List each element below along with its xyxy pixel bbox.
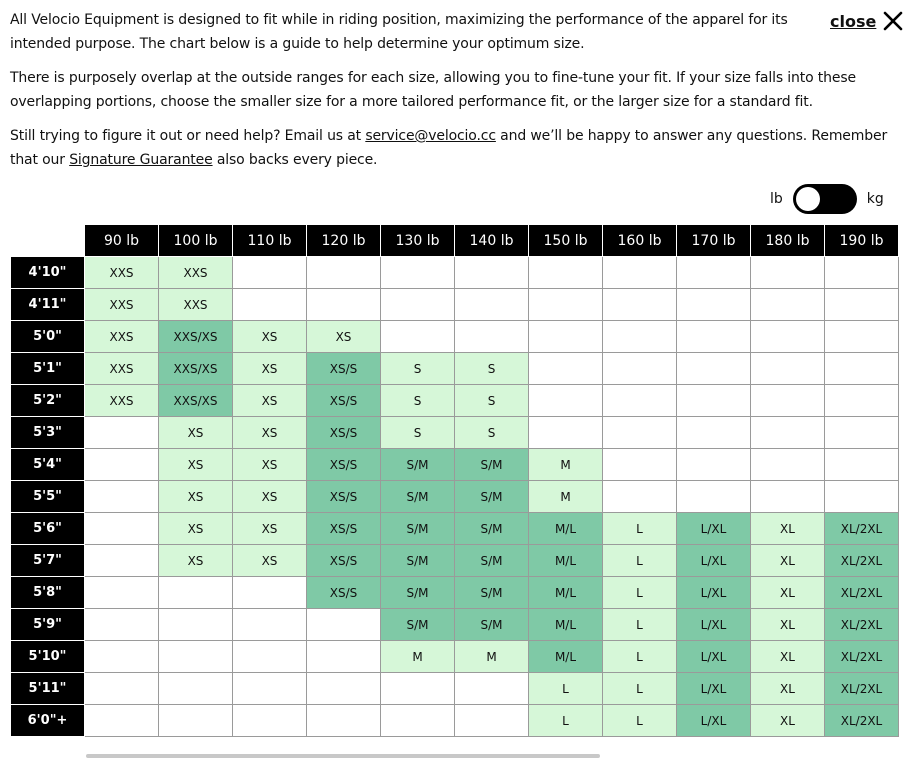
weight-header: 130 lb xyxy=(381,225,455,257)
size-cell xyxy=(381,257,455,289)
size-cell xyxy=(529,289,603,321)
size-cell: M/L xyxy=(529,641,603,673)
height-header: 5'11" xyxy=(11,673,85,705)
size-cell: XS xyxy=(233,321,307,353)
size-cell: S xyxy=(455,417,529,449)
size-cell xyxy=(751,257,825,289)
size-cell xyxy=(677,385,751,417)
toggle-knob xyxy=(796,187,820,211)
table-corner xyxy=(11,225,85,257)
height-header: 4'10" xyxy=(11,257,85,289)
size-cell xyxy=(307,609,381,641)
horizontal-scrollbar[interactable] xyxy=(86,754,600,758)
size-cell xyxy=(603,481,677,513)
size-cell xyxy=(751,321,825,353)
size-cell xyxy=(825,417,899,449)
table-row xyxy=(11,257,899,289)
size-cell: S/M xyxy=(455,545,529,577)
weight-header: 160 lb xyxy=(603,225,677,257)
height-header: 4'11" xyxy=(11,289,85,321)
size-cell xyxy=(751,353,825,385)
size-cell xyxy=(677,449,751,481)
size-cell: M xyxy=(381,641,455,673)
size-cell: L/XL xyxy=(677,577,751,609)
size-cell xyxy=(603,321,677,353)
size-cell: L/XL xyxy=(677,641,751,673)
size-cell xyxy=(529,417,603,449)
size-cell: M xyxy=(529,481,603,513)
size-cell: XL xyxy=(751,641,825,673)
size-cell: XS xyxy=(233,513,307,545)
size-cell: XS xyxy=(233,385,307,417)
size-cell: L xyxy=(603,641,677,673)
table-row xyxy=(11,609,899,641)
size-cell: XS xyxy=(307,321,381,353)
size-guide-intro xyxy=(10,8,905,182)
size-cell: M xyxy=(529,449,603,481)
size-cell xyxy=(159,641,233,673)
size-cell xyxy=(307,705,381,737)
size-cell: L xyxy=(603,609,677,641)
table-row xyxy=(11,513,899,545)
size-cell xyxy=(307,289,381,321)
size-cell: XXS xyxy=(85,321,159,353)
size-cell: XXS xyxy=(159,257,233,289)
size-cell: S/M xyxy=(381,481,455,513)
size-cell: L/XL xyxy=(677,705,751,737)
size-cell: S/M xyxy=(455,449,529,481)
size-cell xyxy=(85,577,159,609)
weight-header: 110 lb xyxy=(233,225,307,257)
size-cell xyxy=(233,609,307,641)
size-cell xyxy=(159,705,233,737)
size-cell: XS xyxy=(233,481,307,513)
size-cell: XXS/XS xyxy=(159,353,233,385)
size-cell xyxy=(751,385,825,417)
size-cell xyxy=(85,481,159,513)
table-row xyxy=(11,353,899,385)
size-cell: S/M xyxy=(455,609,529,641)
size-cell xyxy=(233,289,307,321)
size-cell xyxy=(677,481,751,513)
size-cell xyxy=(307,673,381,705)
size-cell: S xyxy=(381,417,455,449)
weight-header-row xyxy=(11,225,899,257)
size-cell: XL/2XL xyxy=(825,673,899,705)
size-cell xyxy=(85,513,159,545)
table-row xyxy=(11,641,899,673)
size-cell xyxy=(85,545,159,577)
table-row xyxy=(11,545,899,577)
size-cell xyxy=(159,609,233,641)
height-header: 5'3" xyxy=(11,417,85,449)
help-text-middle: and we’ll be happy to answer any questions. Remember that our xyxy=(10,128,888,168)
size-cell xyxy=(603,257,677,289)
size-cell: XL/2XL xyxy=(825,545,899,577)
size-cell xyxy=(85,449,159,481)
size-cell xyxy=(381,705,455,737)
table-row xyxy=(11,577,899,609)
size-cell xyxy=(455,289,529,321)
size-cell xyxy=(85,705,159,737)
size-cell: L xyxy=(603,705,677,737)
weight-header: 100 lb xyxy=(159,225,233,257)
table-row xyxy=(11,289,899,321)
size-cell: S xyxy=(455,353,529,385)
height-header: 5'2" xyxy=(11,385,85,417)
size-cell xyxy=(85,673,159,705)
size-cell: M/L xyxy=(529,609,603,641)
weight-header: 190 lb xyxy=(825,225,899,257)
size-cell xyxy=(85,641,159,673)
table-row xyxy=(11,417,899,449)
height-header: 5'0" xyxy=(11,321,85,353)
table-row xyxy=(11,705,899,737)
size-cell: XL xyxy=(751,513,825,545)
size-cell xyxy=(677,353,751,385)
size-cell xyxy=(677,321,751,353)
size-cell xyxy=(825,481,899,513)
size-cell: XXS xyxy=(85,385,159,417)
size-cell: S xyxy=(381,385,455,417)
size-cell: XS xyxy=(233,449,307,481)
size-cell: XS/S xyxy=(307,449,381,481)
size-cell xyxy=(529,321,603,353)
size-cell: XL xyxy=(751,545,825,577)
size-cell: XS/S xyxy=(307,481,381,513)
weight-header: 120 lb xyxy=(307,225,381,257)
size-cell xyxy=(825,449,899,481)
size-cell: S/M xyxy=(381,449,455,481)
size-cell xyxy=(751,481,825,513)
size-cell: XS/S xyxy=(307,353,381,385)
size-cell: L/XL xyxy=(677,609,751,641)
size-cell xyxy=(825,289,899,321)
size-cell: XL xyxy=(751,577,825,609)
weight-header: 180 lb xyxy=(751,225,825,257)
size-cell xyxy=(85,609,159,641)
size-cell: XXS xyxy=(85,257,159,289)
size-cell: S xyxy=(381,353,455,385)
weight-header: 170 lb xyxy=(677,225,751,257)
table-row xyxy=(11,481,899,513)
table-row xyxy=(11,321,899,353)
size-cell xyxy=(603,289,677,321)
size-cell: XS xyxy=(159,449,233,481)
size-cell: XS/S xyxy=(307,577,381,609)
size-cell xyxy=(529,257,603,289)
signature-guarantee-link[interactable]: Signature Guarantee xyxy=(69,152,213,168)
size-cell xyxy=(381,289,455,321)
size-cell xyxy=(307,641,381,673)
size-cell: S xyxy=(455,385,529,417)
size-cell xyxy=(159,673,233,705)
size-cell: XS xyxy=(159,417,233,449)
size-cell: XS xyxy=(233,545,307,577)
size-cell: XS xyxy=(233,353,307,385)
size-cell xyxy=(233,257,307,289)
intro-paragraph-overlap: There is purposely overlap at the outside ranges for each size, allowing you to fine-tune your fit. If your size falls into these overlapping portions, choose the smaller size for a more tailored performance fit, or the larger size for a standard fit. xyxy=(10,70,856,110)
help-text-start: Still trying to figure it out or need help? Email us at xyxy=(10,128,366,144)
height-header: 5'10" xyxy=(11,641,85,673)
size-cell xyxy=(233,673,307,705)
size-cell: XS/S xyxy=(307,545,381,577)
size-cell xyxy=(455,257,529,289)
size-cell: XL xyxy=(751,673,825,705)
size-cell: L xyxy=(603,545,677,577)
size-cell xyxy=(529,385,603,417)
height-header: 5'8" xyxy=(11,577,85,609)
unit-label-kg: kg xyxy=(866,191,884,207)
size-cell: L xyxy=(603,577,677,609)
size-cell xyxy=(381,673,455,705)
size-cell: M/L xyxy=(529,513,603,545)
size-cell: XXS xyxy=(85,353,159,385)
size-cell: XL/2XL xyxy=(825,609,899,641)
size-cell: L xyxy=(603,513,677,545)
size-cell: M/L xyxy=(529,545,603,577)
size-cell: S/M xyxy=(455,481,529,513)
height-header: 5'7" xyxy=(11,545,85,577)
unit-label-lb: lb xyxy=(770,191,783,207)
size-cell xyxy=(307,257,381,289)
close-label: close xyxy=(830,11,877,31)
size-chart-body xyxy=(11,257,899,737)
size-cell xyxy=(159,577,233,609)
close-icon xyxy=(882,10,904,32)
height-header: 5'5" xyxy=(11,481,85,513)
table-row xyxy=(11,449,899,481)
help-text-end: also backs every piece. xyxy=(212,152,378,168)
height-header: 5'9" xyxy=(11,609,85,641)
table-row xyxy=(11,673,899,705)
size-cell: XS/S xyxy=(307,417,381,449)
size-cell: S/M xyxy=(381,513,455,545)
size-cell: XL/2XL xyxy=(825,513,899,545)
size-cell xyxy=(233,641,307,673)
unit-switch xyxy=(770,182,884,216)
weight-header: 90 lb xyxy=(85,225,159,257)
size-cell: L xyxy=(603,673,677,705)
size-cell: L/XL xyxy=(677,673,751,705)
size-cell: XXS xyxy=(85,289,159,321)
weight-header: 150 lb xyxy=(529,225,603,257)
size-cell xyxy=(825,353,899,385)
height-header: 5'4" xyxy=(11,449,85,481)
height-header: 5'6" xyxy=(11,513,85,545)
size-cell xyxy=(751,449,825,481)
size-cell: XS/S xyxy=(307,513,381,545)
size-cell xyxy=(381,321,455,353)
size-cell: XXS/XS xyxy=(159,321,233,353)
size-cell: M/L xyxy=(529,577,603,609)
size-cell xyxy=(677,417,751,449)
size-cell: XL/2XL xyxy=(825,577,899,609)
height-header: 5'1" xyxy=(11,353,85,385)
size-cell: L xyxy=(529,673,603,705)
size-cell: S/M xyxy=(381,609,455,641)
size-cell xyxy=(677,289,751,321)
size-cell: L/XL xyxy=(677,545,751,577)
intro-paragraph-help xyxy=(10,124,905,172)
height-header: 6'0"+ xyxy=(11,705,85,737)
size-cell: XL xyxy=(751,609,825,641)
size-cell: XXS xyxy=(159,289,233,321)
size-cell: XL xyxy=(751,705,825,737)
support-email-link[interactable]: service@velocio.cc xyxy=(365,128,496,144)
size-cell: S/M xyxy=(381,577,455,609)
unit-toggle[interactable] xyxy=(793,184,857,214)
size-cell: M xyxy=(455,641,529,673)
size-cell xyxy=(751,417,825,449)
weight-header: 140 lb xyxy=(455,225,529,257)
size-cell: XL/2XL xyxy=(825,705,899,737)
size-cell: S/M xyxy=(455,577,529,609)
size-cell: XXS/XS xyxy=(159,385,233,417)
size-cell xyxy=(677,257,751,289)
size-cell: XS xyxy=(159,513,233,545)
size-cell xyxy=(455,673,529,705)
size-cell xyxy=(603,353,677,385)
size-cell xyxy=(455,705,529,737)
size-cell: XS/S xyxy=(307,385,381,417)
size-cell xyxy=(825,321,899,353)
size-cell xyxy=(233,705,307,737)
intro-paragraph-fit: All Velocio Equipment is designed to fit while in riding position, maximizing the performance of the apparel for its intended purpose. The chart below is a guide to help determine your optimum size. xyxy=(10,12,788,52)
size-cell xyxy=(603,449,677,481)
size-cell: L xyxy=(529,705,603,737)
size-cell: XS xyxy=(159,481,233,513)
size-chart-table xyxy=(10,224,899,737)
size-cell: L/XL xyxy=(677,513,751,545)
close-button[interactable] xyxy=(830,8,904,34)
size-cell xyxy=(825,385,899,417)
size-cell: XS xyxy=(233,417,307,449)
size-cell xyxy=(85,417,159,449)
size-cell: XL/2XL xyxy=(825,641,899,673)
size-cell: S/M xyxy=(381,545,455,577)
table-row xyxy=(11,385,899,417)
size-cell xyxy=(233,577,307,609)
size-cell xyxy=(825,257,899,289)
size-cell: XS xyxy=(159,545,233,577)
size-cell: S/M xyxy=(455,513,529,545)
size-cell xyxy=(455,321,529,353)
size-cell xyxy=(529,353,603,385)
size-cell xyxy=(751,289,825,321)
size-cell xyxy=(603,385,677,417)
size-cell xyxy=(603,417,677,449)
